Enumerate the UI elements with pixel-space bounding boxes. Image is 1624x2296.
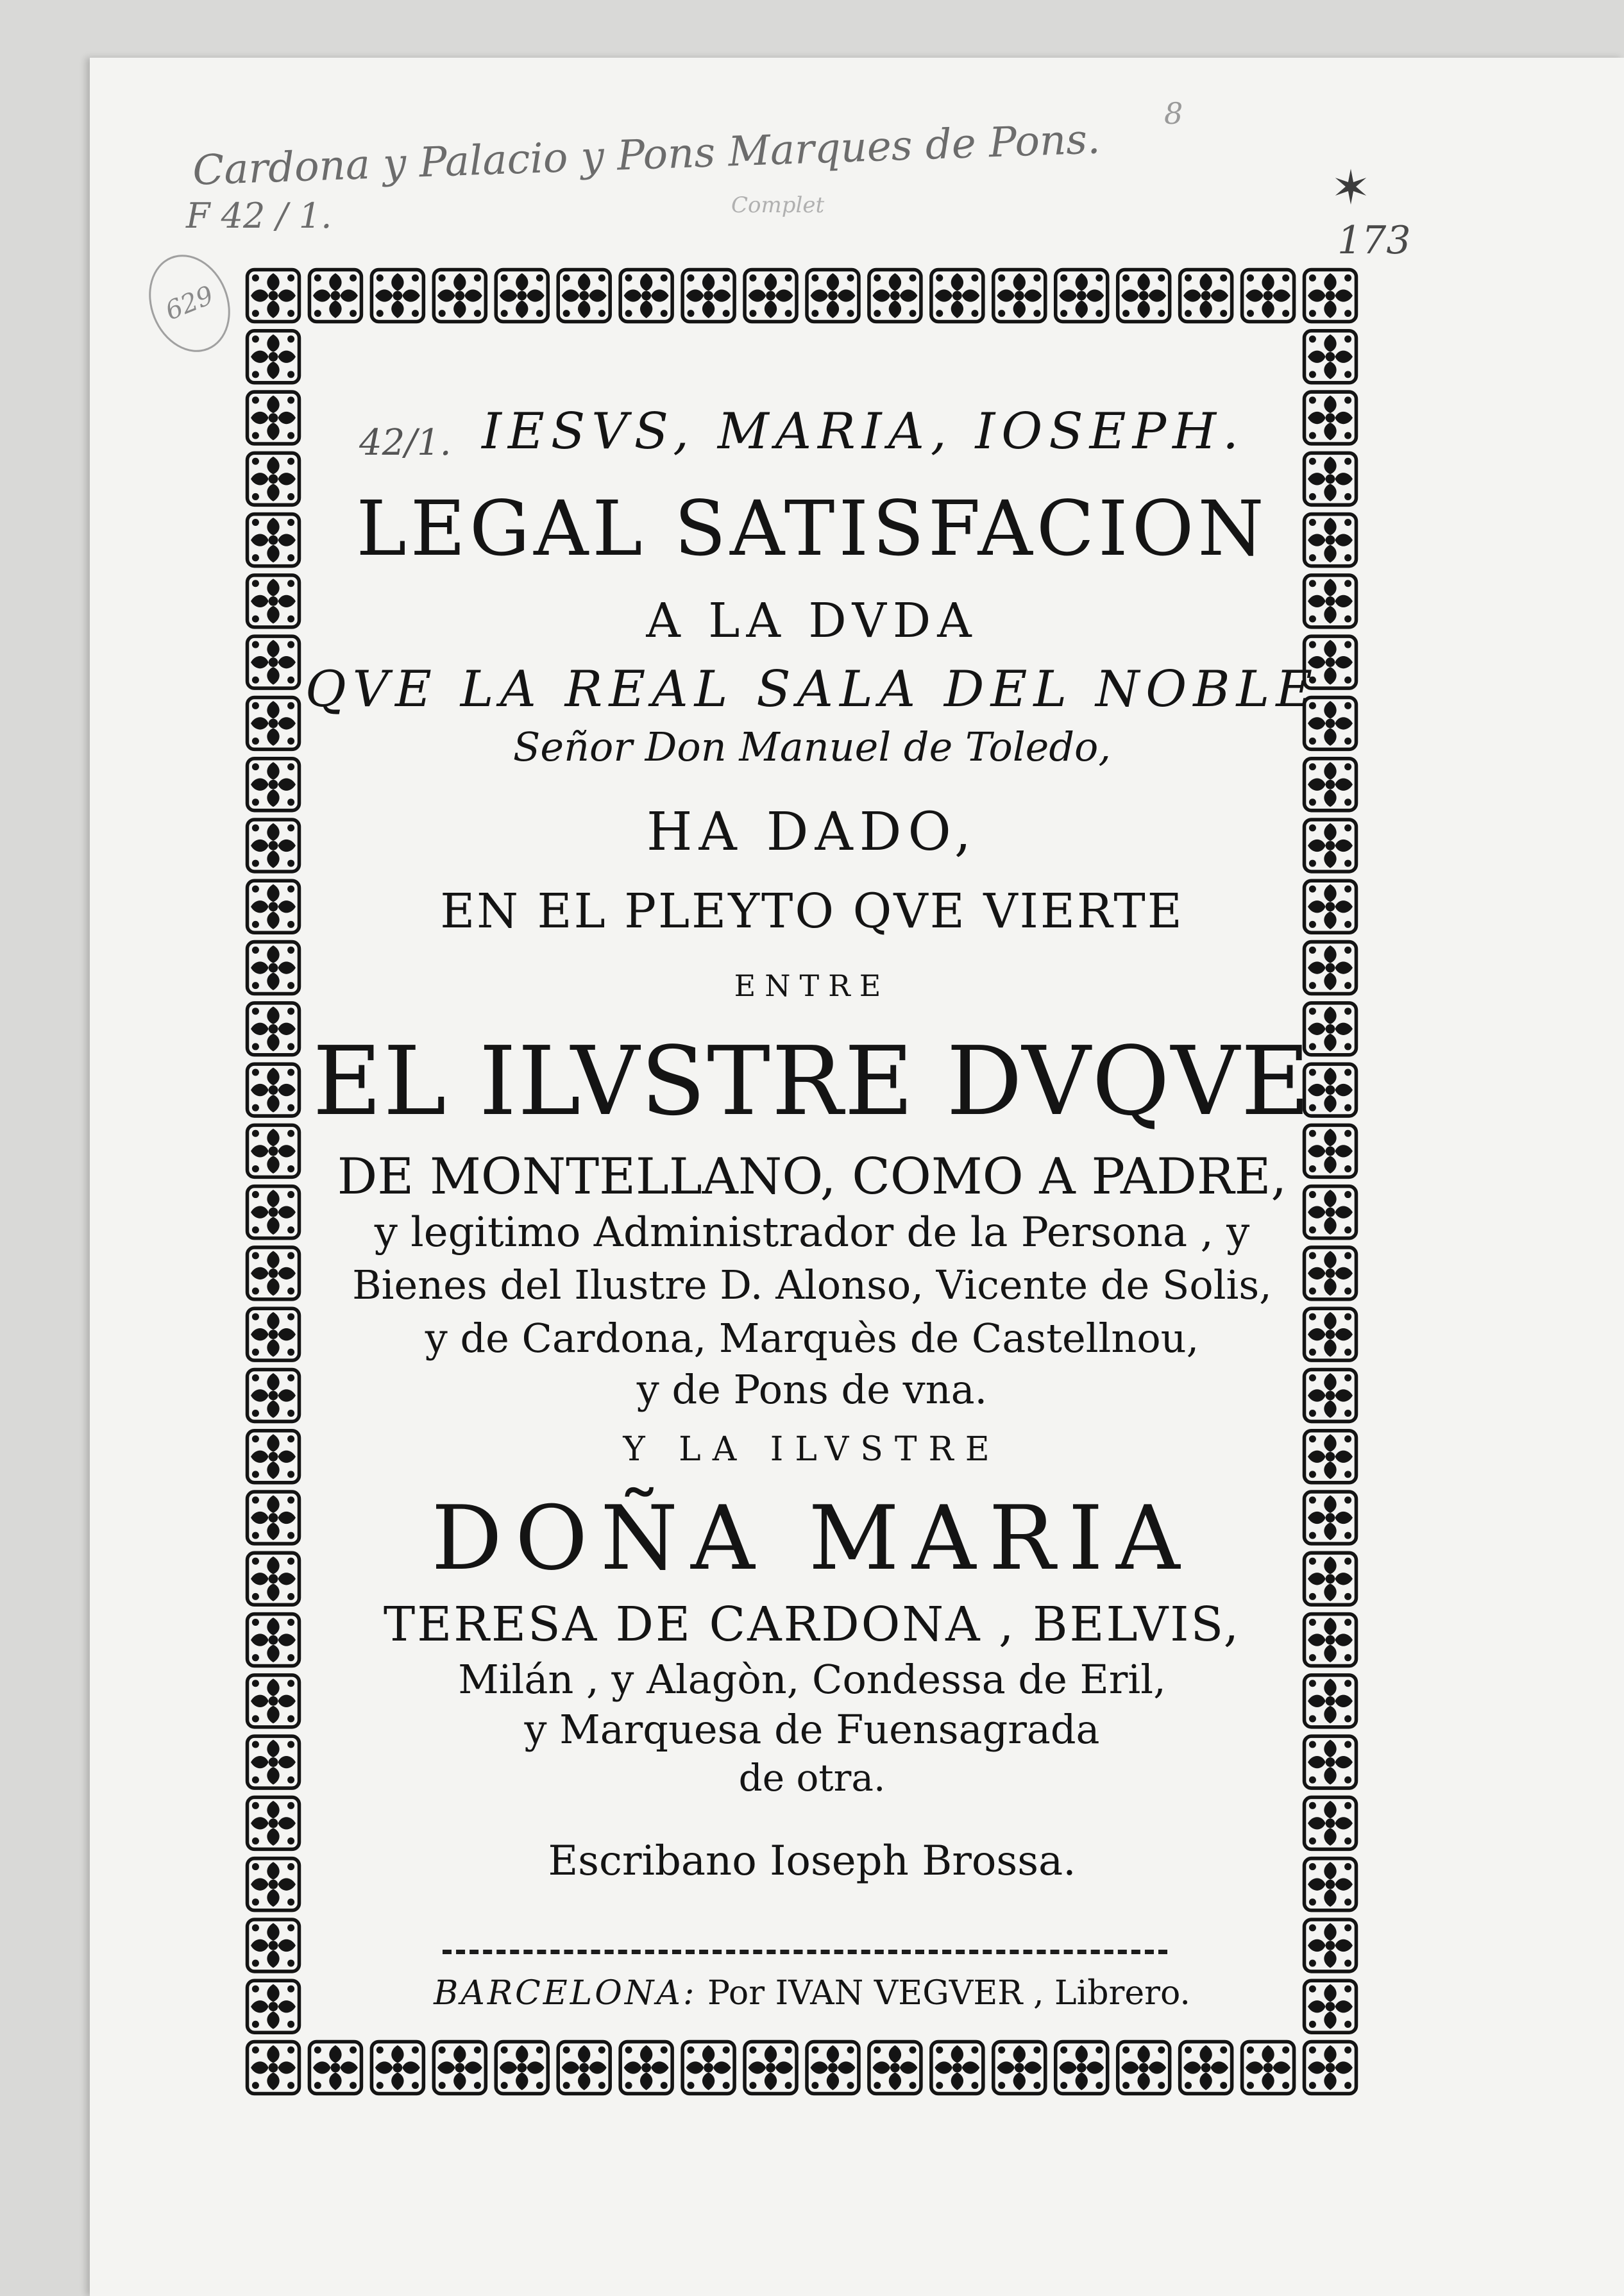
imprint-city: BARCELONA: [434, 1974, 697, 2013]
pencil-page-number: 8 [1164, 96, 1183, 131]
border-ornament [434, 2042, 486, 2094]
border-ornament [931, 2042, 983, 2094]
line-y-de-pons: y de Pons de vna. [636, 1366, 988, 1413]
border-ornament [1242, 2042, 1294, 2094]
handwritten-number: 173 [1337, 218, 1411, 263]
border-ornament [745, 270, 797, 322]
line-teresa-de-cardona: TERESA DE CARDONA , BELVIS, [383, 1597, 1241, 1652]
border-ornament [558, 2042, 610, 2094]
line-ha-dado: HA DADO, [647, 802, 977, 863]
border-ornament [248, 270, 300, 322]
main-title: LEGAL SATISFACION [356, 484, 1268, 573]
invocation: IESVS, MARIA, IOSEPH. [482, 403, 1245, 460]
border-ornament [371, 2042, 423, 2094]
border-ornament [807, 270, 859, 322]
line-en-el-pleyto: EN EL PLEYTO QVE VIERTE [440, 884, 1184, 939]
line-y-marquesa: y Marquesa de Fuensagrada [524, 1706, 1100, 1753]
border-ornament [994, 270, 1045, 322]
line-que-la-real-sala: QVE LA REAL SALA DEL NOBLE [305, 661, 1319, 718]
border-ornament [1242, 270, 1294, 322]
border-ornament [931, 270, 983, 322]
line-bienes-del-ilustre: Bienes del Ilustre D. Alonso, Vicente de Solis, [352, 1262, 1272, 1308]
border-ornament [807, 2042, 859, 2094]
line-dona-maria: DOÑA MARIA [431, 1487, 1193, 1590]
border-ornament [248, 1920, 300, 1971]
border-ornament [1056, 270, 1108, 322]
line-legitimo-administrador: y legitimo Administrador de la Persona , y [374, 1209, 1250, 1256]
border-ornament [1118, 2042, 1170, 2094]
line-y-de-cardona: y de Cardona, Marquès de Castellnou, [425, 1315, 1199, 1362]
border-ornament [1305, 270, 1357, 322]
border-ornament [620, 270, 672, 322]
line-milan-y-alagon: Milán , y Alagòn, Condessa de Eril, [458, 1656, 1166, 1703]
line-a-la-duda: A LA DVDA [646, 593, 978, 648]
border-ornament [496, 270, 548, 322]
border-ornament [496, 2042, 548, 2094]
border-ornament [248, 331, 300, 383]
line-entre: ENTRE [734, 968, 890, 1003]
line-escribano: Escribano Ioseph Brossa. [548, 1837, 1076, 1885]
border-ornament [1305, 2042, 1357, 2094]
border-ornament [1056, 2042, 1108, 2094]
border-ornament [682, 270, 734, 322]
border-ornament [309, 2042, 361, 2094]
line-de-montellano: DE MONTELLANO, COMO A PADRE, [337, 1148, 1287, 1206]
border-ornament [745, 2042, 797, 2094]
handwritten-attribution: Cardona y Palacio y Pons Marques de Pons. [192, 115, 1101, 195]
border-ornament [371, 270, 423, 322]
border-ornament [994, 2042, 1045, 2094]
handwritten-shelfmark: F 42 / 1. [186, 196, 332, 236]
border-ornament [869, 270, 921, 322]
imprint-rule [443, 1950, 1167, 1954]
border-ornament [682, 2042, 734, 2094]
line-y-la-ilustre: Y LA ILVSTRE [623, 1430, 1001, 1469]
line-senor-don-manuel: Señor Don Manuel de Toledo, [512, 723, 1112, 770]
border-ornament [558, 270, 610, 322]
line-el-ilustre-duque: EL ILVSTRE DVQVE [312, 1026, 1312, 1136]
imprint-line [0, 1974, 1624, 2013]
imprint-printer: Por IVAN VEGVER , Librero. [707, 1974, 1190, 2013]
hand-note-border: 42/1. [359, 422, 452, 464]
star-mark: ✶ [1331, 160, 1371, 215]
border-ornament [1118, 270, 1170, 322]
border-ornament [248, 2042, 300, 2094]
border-ornament [1180, 2042, 1232, 2094]
border-ornament [1180, 270, 1232, 322]
faint-pencil-note: Complet [731, 192, 825, 218]
border-ornament [869, 2042, 921, 2094]
border-ornament [1305, 331, 1357, 383]
library-stamp: 629 [135, 242, 244, 364]
border-ornament [309, 270, 361, 322]
line-de-otra: de otra. [738, 1756, 886, 1800]
border-ornament [1305, 1920, 1357, 1971]
border-ornament [434, 270, 486, 322]
border-ornament [620, 2042, 672, 2094]
